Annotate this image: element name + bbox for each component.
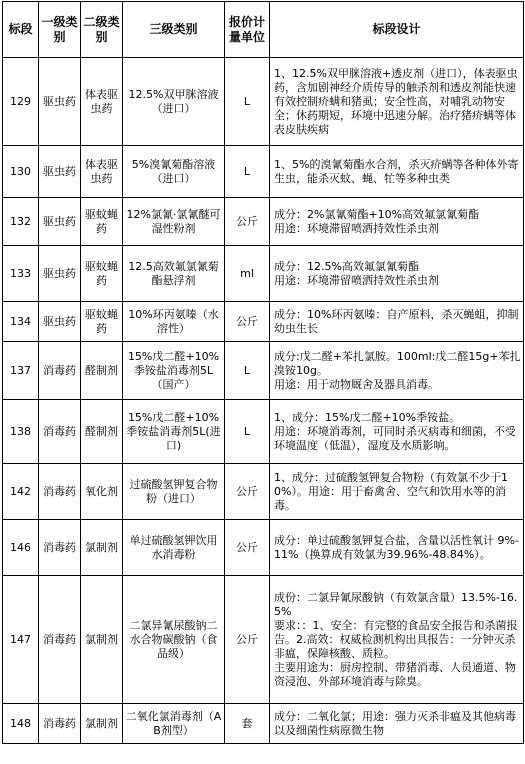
table-row <box>3 704 524 744</box>
cell-category-2: 氯制剂 <box>81 520 123 576</box>
header-category-1: 一级类别 <box>39 2 81 58</box>
table-row <box>3 146 524 198</box>
cell-design: 成分：10%环丙氨嗪：自产原料，杀灭蝇蛆，抑制幼虫生长 <box>270 302 524 342</box>
cell-category-2: 驱蚊蝇药 <box>81 302 123 342</box>
cell-category-1: 驱虫药 <box>39 58 81 146</box>
cell-category-2: 体表驱虫药 <box>81 58 123 146</box>
cell-category-2: 氯制剂 <box>81 576 123 704</box>
cell-section-no: 134 <box>3 302 39 342</box>
cell-category-2: 驱蚊蝇药 <box>81 198 123 246</box>
cell-unit: 公斤 <box>225 576 270 704</box>
cell-category-1: 驱虫药 <box>39 146 81 198</box>
table-row <box>3 464 524 520</box>
cell-unit: 公斤 <box>225 302 270 342</box>
cell-category-3: 12%氯氰·氯氰醚可湿性粉剂 <box>123 198 225 246</box>
cell-design: 成分：12.5%高效氟氯氰菊酯 用途：环境滞留喷洒持效性杀虫剂 <box>270 246 524 302</box>
table-row <box>3 520 524 576</box>
cell-category-3: 12.5高效氟氯氰菊酯悬浮剂 <box>123 246 225 302</box>
cell-section-no: 137 <box>3 342 39 400</box>
cell-category-1: 消毒药 <box>39 704 81 744</box>
bid-section-table <box>2 1 524 744</box>
cell-section-no: 146 <box>3 520 39 576</box>
header-section-no: 标段 <box>3 2 39 58</box>
header-unit: 报价计量单位 <box>225 2 270 58</box>
cell-section-no: 129 <box>3 58 39 146</box>
header-category-2: 二级类别 <box>81 2 123 58</box>
cell-section-no: 132 <box>3 198 39 246</box>
cell-category-1: 驱虫药 <box>39 246 81 302</box>
table-row <box>3 400 524 464</box>
cell-category-3: 单过硫酸氢钾饮用水消毒粉 <box>123 520 225 576</box>
cell-unit: 公斤 <box>225 464 270 520</box>
cell-category-1: 消毒药 <box>39 576 81 704</box>
cell-section-no: 148 <box>3 704 39 744</box>
table-row <box>3 576 524 704</box>
table-row <box>3 246 524 302</box>
cell-category-3: 二氧化氯消毒剂（AB剂型） <box>123 704 225 744</box>
header-design: 标段设计 <box>270 2 524 58</box>
cell-category-2: 体表驱虫药 <box>81 146 123 198</box>
cell-category-3: 5%溴氰菊酯溶液（进口） <box>123 146 225 198</box>
cell-design: 1、5%的溴氰菊酯水合剂，杀灭疥螨等各种体外寄生虫，能杀灭蚊、蝇、牤等多种虫类 <box>270 146 524 198</box>
cell-category-3: 15%戊二醛+10%季铵盐消毒剂5L（国产） <box>123 342 225 400</box>
cell-category-3: 10%环丙氨嗪（水溶性） <box>123 302 225 342</box>
table-header-row <box>3 2 524 58</box>
cell-unit: 套 <box>225 704 270 744</box>
table-row <box>3 198 524 246</box>
cell-category-2: 醛制剂 <box>81 400 123 464</box>
table-row <box>3 342 524 400</box>
cell-design: 1、成分：15%戊二醛+10%季铵盐。 用途：环境消毒剂，可同时杀灭病毒和细菌，不受环境温度（低温），湿度及水质影响。 <box>270 400 524 464</box>
cell-category-3: 过硫酸氢钾复合物粉（进口） <box>123 464 225 520</box>
header-category-3: 三级类别 <box>123 2 225 58</box>
cell-category-1: 消毒药 <box>39 464 81 520</box>
cell-section-no: 130 <box>3 146 39 198</box>
cell-unit: 公斤 <box>225 198 270 246</box>
cell-design: 1、12.5%双甲脒溶液+透皮剂（进口），体表驱虫药，含加剧神经介质传导的触杀剂和透皮剂能快速有效控制疥螨和猪虱；安全性高，对哺乳动物安全；休药期短，环境中迅速分解。治疗猪疥螨等体表皮肤疾病 <box>270 58 524 146</box>
cell-category-3: 15%戊二醛+10%季铵盐消毒剂5L(进口) <box>123 400 225 464</box>
table-row <box>3 302 524 342</box>
cell-category-1: 驱虫药 <box>39 198 81 246</box>
cell-design: 成分：2%氯氰菊酯+10%高效氟氯氰菊酯 用途：环境滞留喷洒持效性杀虫剂 <box>270 198 524 246</box>
cell-section-no: 133 <box>3 246 39 302</box>
cell-category-2: 醛制剂 <box>81 342 123 400</box>
cell-category-1: 消毒药 <box>39 400 81 464</box>
cell-design: 成分：二氧化氯；用途：强力灭杀非瘟及其他病毒以及细菌性病原微生物 <box>270 704 524 744</box>
cell-unit: L <box>225 58 270 146</box>
cell-unit: ml <box>225 246 270 302</box>
cell-category-2: 氯制剂 <box>81 704 123 744</box>
cell-unit: L <box>225 400 270 464</box>
cell-section-no: 142 <box>3 464 39 520</box>
cell-category-3: 12.5%双甲脒溶液（进口） <box>123 58 225 146</box>
cell-design: 1、成分：过硫酸氢钾复合物粉（有效氯不少于10%）。用途：用于畜禽舍、空气和饮用水等的消毒。 <box>270 464 524 520</box>
cell-design: 成分：单过硫酸氢钾复合盐，含量以活性氧计 9%- 11%（换算成有效氯为39.96%-48.84%）。 <box>270 520 524 576</box>
cell-category-2: 氧化剂 <box>81 464 123 520</box>
cell-section-no: 147 <box>3 576 39 704</box>
cell-unit: 公斤 <box>225 520 270 576</box>
cell-design: 成份：二氯异氰尿酸钠（有效氯含量）13.5%-16.5% 要求：：1、安全：有完整的食品安全报告和杀菌报告。2.高效：权威检测机构出具报告：一分钟灭杀非瘟，保障核酸、质粒。 主要用途为：厨房控制、带猪消毒、人员通道、物资浸泡、外部环境消毒与除臭。 <box>270 576 524 704</box>
cell-category-1: 驱虫药 <box>39 302 81 342</box>
cell-category-1: 消毒药 <box>39 342 81 400</box>
cell-section-no: 138 <box>3 400 39 464</box>
cell-unit: L <box>225 146 270 198</box>
cell-design: 成分:戊二醛+苯扎氯胺。100ml:戊二醛15g+苯扎溴铵10g。 用途：用于动物厩舍及器具消毒。 <box>270 342 524 400</box>
table-row <box>3 58 524 146</box>
cell-category-1: 消毒药 <box>39 520 81 576</box>
cell-category-3: 二氯异氰尿酸钠二水合物碳酸钠（食品级） <box>123 576 225 704</box>
cell-unit: L <box>225 342 270 400</box>
cell-category-2: 驱蚊蝇药 <box>81 246 123 302</box>
